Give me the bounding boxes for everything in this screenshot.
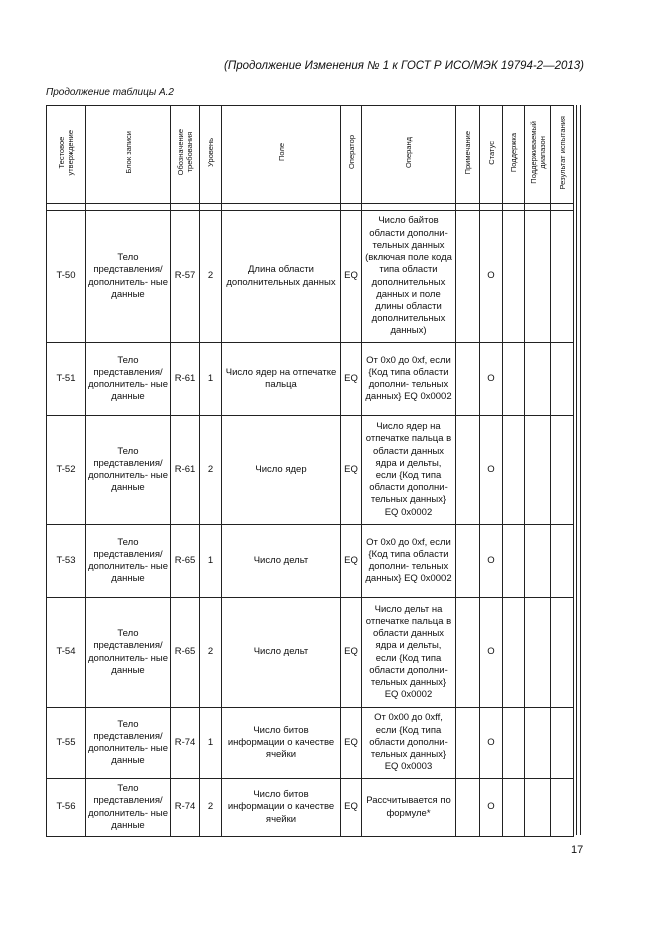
cell-result — [551, 416, 574, 525]
col-header-record-block: Блок записи — [86, 106, 171, 204]
cell-range — [525, 525, 551, 598]
cell-test-id: T-53 — [47, 525, 86, 598]
cell-field: Длина области дополнительных данных — [222, 211, 341, 343]
cell-operator: EQ — [341, 598, 362, 708]
cell-operand: Число байтов области дополни- тельных данных (включая поле кода типа области дополнительных данных и поле длины области дополнительных данных) — [362, 211, 456, 343]
cell-operand: Рассчитывается по формуле* — [362, 779, 456, 837]
cell-operator: EQ — [341, 525, 362, 598]
cell-range — [525, 779, 551, 837]
col-header-note: Примечание — [456, 106, 480, 204]
cell-block: Тело представления/ дополнитель- ные данные — [86, 779, 171, 837]
header-row — [47, 106, 574, 204]
cell-field: Число ядер — [222, 416, 341, 525]
cell-support — [503, 525, 525, 598]
cell-result — [551, 598, 574, 708]
running-header: (Продолжение Изменения № 1 к ГОСТ Р ИСО/МЭК 19794-2—2013) — [224, 60, 584, 72]
cell-level: 2 — [200, 211, 222, 343]
col-header-status: Статус — [480, 106, 503, 204]
cell-level: 1 — [200, 525, 222, 598]
table-caption: Продолжение таблицы А.2 — [46, 87, 174, 98]
cell-support — [503, 779, 525, 837]
cell-status: O — [480, 416, 503, 525]
cell-field: Число битов информации о качестве ячейки — [222, 708, 341, 779]
cell-support — [503, 211, 525, 343]
cell-level: 2 — [200, 416, 222, 525]
cell-range — [525, 343, 551, 416]
table-row — [47, 598, 574, 708]
table-row — [47, 779, 574, 837]
cell-range — [525, 708, 551, 779]
cell-operand: Число ядер на отпечатке пальца в области данных ядра и дельты, если {Код типа области дополни- тельных данных} EQ 0x0002 — [362, 416, 456, 525]
cell-result — [551, 525, 574, 598]
cell-range — [525, 598, 551, 708]
cell-requirement: R-74 — [171, 708, 200, 779]
cell-operator: EQ — [341, 343, 362, 416]
col-header-operand: Операнд — [362, 106, 456, 204]
cell-test-id: T-56 — [47, 779, 86, 837]
cell-field: Число ядер на отпечатке пальца — [222, 343, 341, 416]
table-row — [47, 343, 574, 416]
cell-test-id: T-52 — [47, 416, 86, 525]
col-header-field: Поле — [222, 106, 341, 204]
cell-level: 2 — [200, 598, 222, 708]
cell-note — [456, 211, 480, 343]
cell-level: 1 — [200, 343, 222, 416]
cell-operator: EQ — [341, 708, 362, 779]
cell-note — [456, 343, 480, 416]
cell-field: Число дельт — [222, 525, 341, 598]
col-header-supported-range: Поддерживаемый диапазон — [525, 106, 551, 204]
cell-support — [503, 708, 525, 779]
cell-requirement: R-74 — [171, 779, 200, 837]
cell-operator: EQ — [341, 211, 362, 343]
cell-block: Тело представления/ дополнитель- ные данные — [86, 211, 171, 343]
cell-level: 1 — [200, 708, 222, 779]
requirements-table — [46, 105, 574, 837]
cell-status: O — [480, 343, 503, 416]
cell-test-id: T-51 — [47, 343, 86, 416]
col-header-operator: Оператор — [341, 106, 362, 204]
cell-operand: От 0x0 до 0xf, если {Код типа области дополни- тельных данных} EQ 0x0002 — [362, 525, 456, 598]
cell-requirement: R-61 — [171, 416, 200, 525]
cell-operator: EQ — [341, 416, 362, 525]
col-header-test-result: Результат испытания — [551, 106, 574, 204]
cell-requirement: R-65 — [171, 598, 200, 708]
cell-field: Число дельт — [222, 598, 341, 708]
cell-support — [503, 416, 525, 525]
cell-status: O — [480, 211, 503, 343]
cell-note — [456, 416, 480, 525]
cell-operator: EQ — [341, 779, 362, 837]
cell-status: O — [480, 708, 503, 779]
cell-block: Тело представления/ дополнитель- ные данные — [86, 708, 171, 779]
cell-test-id: T-54 — [47, 598, 86, 708]
table-row — [47, 416, 574, 525]
cell-support — [503, 343, 525, 416]
table-row — [47, 525, 574, 598]
spacer-row — [47, 204, 574, 211]
col-header-requirement-id: Обозначение требования — [171, 106, 200, 204]
cell-requirement: R-65 — [171, 525, 200, 598]
cell-range — [525, 416, 551, 525]
cell-support — [503, 598, 525, 708]
cell-result — [551, 779, 574, 837]
cell-block: Тело представления/ дополнитель- ные данные — [86, 343, 171, 416]
cell-block: Тело представления/ дополнитель- ные данные — [86, 525, 171, 598]
cell-status: O — [480, 779, 503, 837]
cell-block: Тело представления/ дополнитель- ные данные — [86, 598, 171, 708]
col-header-level: Уровень — [200, 106, 222, 204]
cell-operand: Число дельт на отпечатке пальца в области данных ядра и дельты, если {Код типа области дополни- тельных данных} EQ 0x0002 — [362, 598, 456, 708]
cell-note — [456, 525, 480, 598]
table-row — [47, 708, 574, 779]
cell-result — [551, 343, 574, 416]
cell-status: O — [480, 598, 503, 708]
cell-requirement: R-61 — [171, 343, 200, 416]
cell-test-id: T-55 — [47, 708, 86, 779]
cell-note — [456, 779, 480, 837]
cell-note — [456, 708, 480, 779]
col-header-test-assertion: Тестовое утверждение — [47, 106, 86, 204]
cell-requirement: R-57 — [171, 211, 200, 343]
cell-operand: От 0x00 до 0xff, если {Код типа области дополни- тельных данных} EQ 0x0003 — [362, 708, 456, 779]
cell-field: Число битов информации о качестве ячейки — [222, 779, 341, 837]
col-header-support: Поддержка — [503, 106, 525, 204]
table-row — [47, 211, 574, 343]
cell-operand: От 0x0 до 0xf, если {Код типа области дополни- тельных данных} EQ 0x0002 — [362, 343, 456, 416]
table-continuation-rule — [576, 105, 581, 835]
cell-level: 2 — [200, 779, 222, 837]
cell-test-id: T-50 — [47, 211, 86, 343]
cell-status: O — [480, 525, 503, 598]
page-number: 17 — [571, 844, 584, 856]
cell-block: Тело представления/ дополнитель- ные данные — [86, 416, 171, 525]
cell-range — [525, 211, 551, 343]
cell-note — [456, 598, 480, 708]
cell-result — [551, 708, 574, 779]
cell-result — [551, 211, 574, 343]
